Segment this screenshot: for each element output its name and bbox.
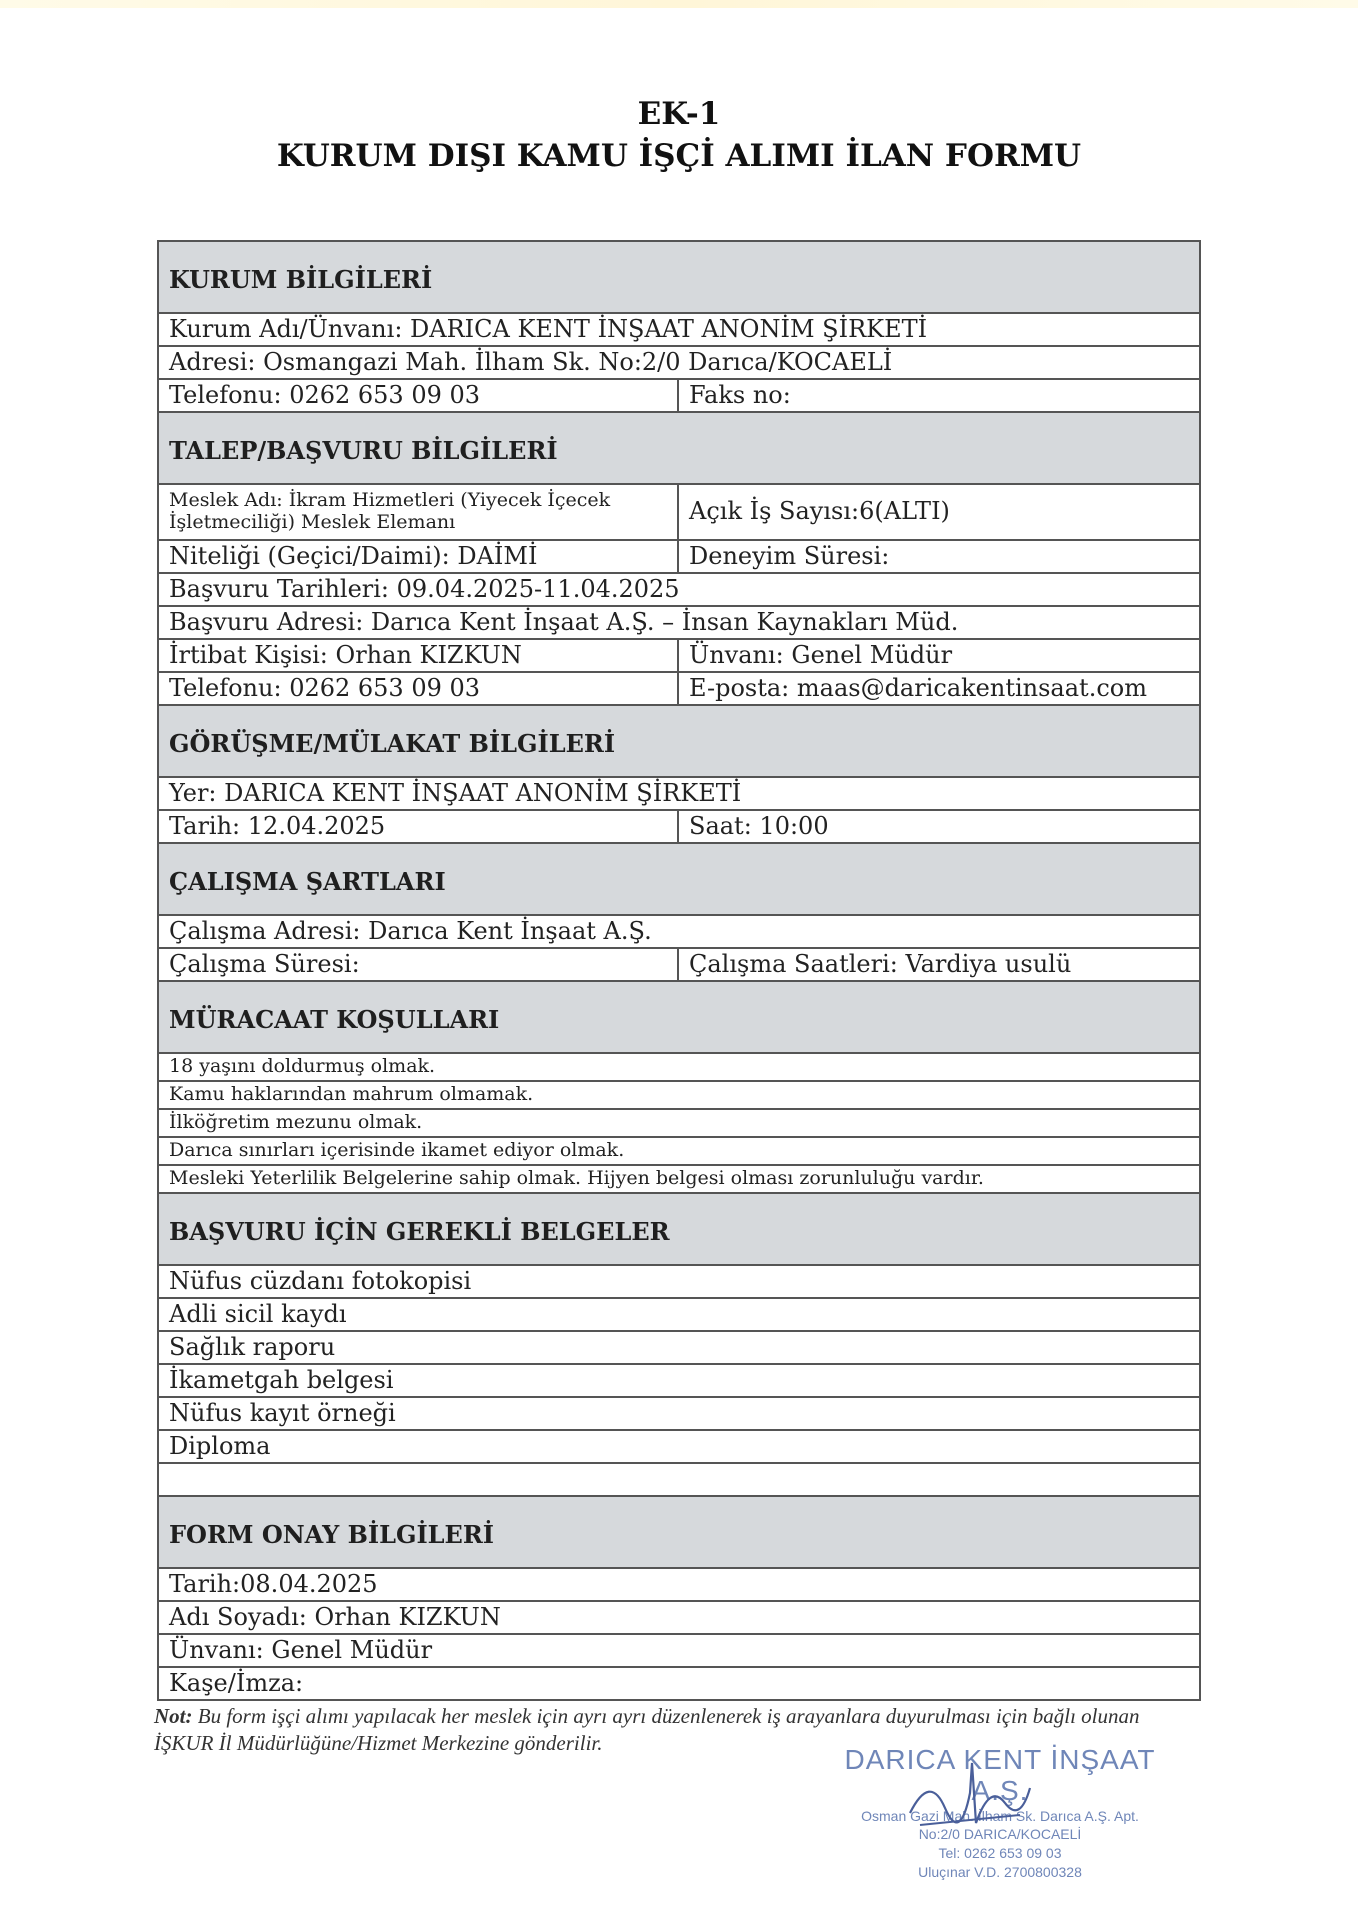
gorusme-yer: Yer: DARICA KENT İNŞAAT ANONİM ŞİRKETİ: [158, 777, 1200, 810]
company-stamp: [820, 1744, 1180, 1881]
niteligi: Niteliği (Geçici/Daimi): DAİMİ: [158, 540, 678, 573]
belge-item: Sağlık raporu: [158, 1331, 1200, 1364]
blank-row: [158, 1463, 1200, 1496]
section-belgeler-heading: BAŞVURU İÇİN GEREKLİ BELGELER: [158, 1193, 1200, 1265]
announcement-form: [157, 240, 1201, 1701]
belge-item: Adli sicil kaydı: [158, 1298, 1200, 1331]
document-title: KURUM DIŞI KAMU İŞÇİ ALIMI İLAN FORMU: [276, 138, 1082, 174]
muracaat-item: Darıca sınırları içerisinde ikamet ediyor olmak.: [158, 1137, 1200, 1165]
kurum-telefon: Telefonu: 0262 653 09 03: [158, 379, 678, 412]
basvuru-tarihleri: Başvuru Tarihleri: 09.04.2025-11.04.2025: [158, 573, 1200, 606]
stamp-line-5: Uluçınar V.D. 2700800328: [918, 1864, 1082, 1881]
onay-unvani: Ünvanı: Genel Müdür: [158, 1634, 1200, 1667]
stamp-line-3: No:2/0 DARICA/KOCAELİ: [918, 1826, 1082, 1843]
section-onay-heading: FORM ONAY BİLGİLERİ: [158, 1496, 1200, 1568]
section-gorusme-heading: GÖRÜŞME/MÜLAKAT BİLGİLERİ: [158, 705, 1200, 777]
note-label: Not:: [154, 1704, 193, 1728]
belge-item: İkametgah belgesi: [158, 1364, 1200, 1397]
document-code: EK-1: [637, 96, 721, 132]
scan-edge: [0, 0, 1358, 8]
kurum-adresi: Adresi: Osmangazi Mah. İlham Sk. No:2/0 Darıca/KOCAELİ: [158, 346, 1200, 379]
signature-mark: [900, 1753, 1040, 1843]
note-text: Bu form işçi alımı yapılacak her meslek için ayrı ayrı düzenlenerek iş arayanlara duyurulması için bağlı olunan İŞKUR İl Müdürlüğüne/Hizmet Merkezine gönderilir.: [154, 1704, 1140, 1756]
gorusme-tarih: Tarih: 12.04.2025: [158, 810, 678, 843]
kurum-adi: Kurum Adı/Ünvanı: DARICA KENT İNŞAAT ANONİM ŞİRKETİ: [158, 313, 1200, 346]
stamp-line-4: Tel: 0262 653 09 03: [938, 1845, 1062, 1862]
muracaat-item: 18 yaşını doldurmuş olmak.: [158, 1053, 1200, 1081]
section-kurum-heading: KURUM BİLGİLERİ: [158, 241, 1200, 313]
onay-adi-soyadi: Adı Soyadı: Orhan KIZKUN: [158, 1601, 1200, 1634]
section-muracaat-heading: MÜRACAAT KOŞULLARI: [158, 981, 1200, 1053]
belge-item: Diploma: [158, 1430, 1200, 1463]
acik-is-sayisi: Açık İş Sayısı:6(ALTI): [678, 484, 1200, 540]
calisma-saatleri: Çalışma Saatleri: Vardiya usulü: [678, 948, 1200, 981]
gorusme-saat: Saat: 10:00: [678, 810, 1200, 843]
basvuru-adresi: Başvuru Adresi: Darıca Kent İnşaat A.Ş. – İnsan Kaynakları Müd.: [158, 606, 1200, 639]
irtibat-kisisi: İrtibat Kişisi: Orhan KIZKUN: [158, 639, 678, 672]
irtibat-unvani: Ünvanı: Genel Müdür: [678, 639, 1200, 672]
onay-kase-imza: Kaşe/İmza:: [158, 1667, 1200, 1700]
irtibat-telefon: Telefonu: 0262 653 09 03: [158, 672, 678, 705]
calisma-suresi: Çalışma Süresi:: [158, 948, 678, 981]
stamp-line-2: Osman Gazi Mah. İlham Sk. Darıca A.Ş. Apt.: [861, 1807, 1139, 1824]
muracaat-item: İlköğretim mezunu olmak.: [158, 1109, 1200, 1137]
calisma-adresi: Çalışma Adresi: Darıca Kent İnşaat A.Ş.: [158, 915, 1200, 948]
section-calisma-heading: ÇALIŞMA ŞARTLARI: [158, 843, 1200, 915]
muracaat-item: Kamu haklarından mahrum olmamak.: [158, 1081, 1200, 1109]
section-talep-heading: TALEP/BAŞVURU BİLGİLERİ: [158, 412, 1200, 484]
kurum-faks: Faks no:: [678, 379, 1200, 412]
belge-item: Nüfus kayıt örneği: [158, 1397, 1200, 1430]
belge-item: Nüfus cüzdanı fotokopisi: [158, 1265, 1200, 1298]
muracaat-item: Mesleki Yeterlilik Belgelerine sahip olmak. Hijyen belgesi olması zorunluluğu vardır.: [158, 1165, 1200, 1193]
onay-tarih: Tarih:08.04.2025: [158, 1568, 1200, 1601]
meslek-adi: Meslek Adı: İkram Hizmetleri (Yiyecek İçecek İşletmeciliği) Meslek Elemanı: [158, 484, 678, 540]
deneyim-suresi: Deneyim Süresi:: [678, 540, 1200, 573]
irtibat-eposta: E-posta: maas@daricakentinsaat.com: [678, 672, 1200, 705]
stamp-line-1: DARICA KENT İNŞAAT A.Ş.: [844, 1744, 1156, 1806]
